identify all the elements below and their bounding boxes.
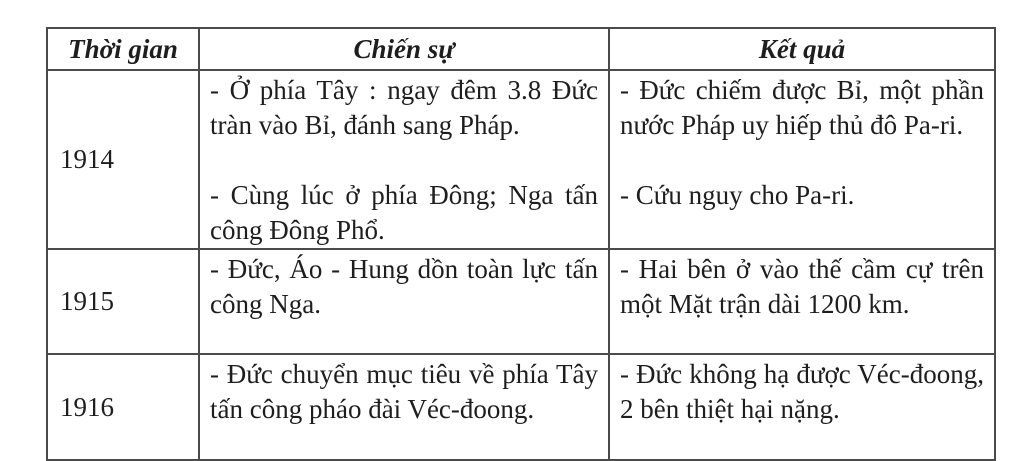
- events-cell: [199, 354, 609, 460]
- header-results: Kết quả: [609, 28, 995, 70]
- results-cell: [609, 354, 995, 460]
- results-cell: [609, 70, 995, 249]
- events-cell: [199, 249, 609, 354]
- paragraph-gap: [620, 143, 984, 178]
- table-row: [47, 70, 995, 249]
- result-text: - Đức không hạ được Véc-đoong, 2 bên thiệt hại nặng.: [620, 359, 984, 424]
- event-text: - Cùng lúc ở phía Đông; Nga tấn công Đông Phổ.: [210, 180, 598, 245]
- table-row: [47, 249, 995, 354]
- result-text: - Hai bên ở vào thế cầm cự trên một Mặt trận dài 1200 km.: [620, 254, 984, 319]
- year-cell: 1914: [47, 70, 199, 249]
- table-header-row: [47, 28, 995, 70]
- result-text: - Cứu nguy cho Pa-ri.: [620, 180, 855, 210]
- paragraph-gap: [210, 143, 598, 178]
- header-time: Thời gian: [47, 28, 199, 70]
- events-cell: [199, 70, 609, 249]
- history-table: [46, 27, 996, 461]
- history-table-sheet: [46, 27, 994, 461]
- result-text: - Đức chiếm được Bỉ, một phần nước Pháp uy hiếp thủ đô Pa-ri.: [620, 75, 984, 140]
- event-text: - Đức, Áo - Hung dồn toàn lực tấn công Nga.: [210, 254, 598, 319]
- table-row: [47, 354, 995, 460]
- header-events: Chiến sự: [199, 28, 609, 70]
- event-text: - Ở phía Tây : ngay đêm 3.8 Đức tràn vào Bỉ, đánh sang Pháp.: [210, 75, 598, 140]
- year-cell: 1916: [47, 354, 199, 460]
- year-cell: 1915: [47, 249, 199, 354]
- results-cell: [609, 249, 995, 354]
- event-text: - Đức chuyển mục tiêu về phía Tây tấn công pháo đài Véc-đoong.: [210, 359, 598, 424]
